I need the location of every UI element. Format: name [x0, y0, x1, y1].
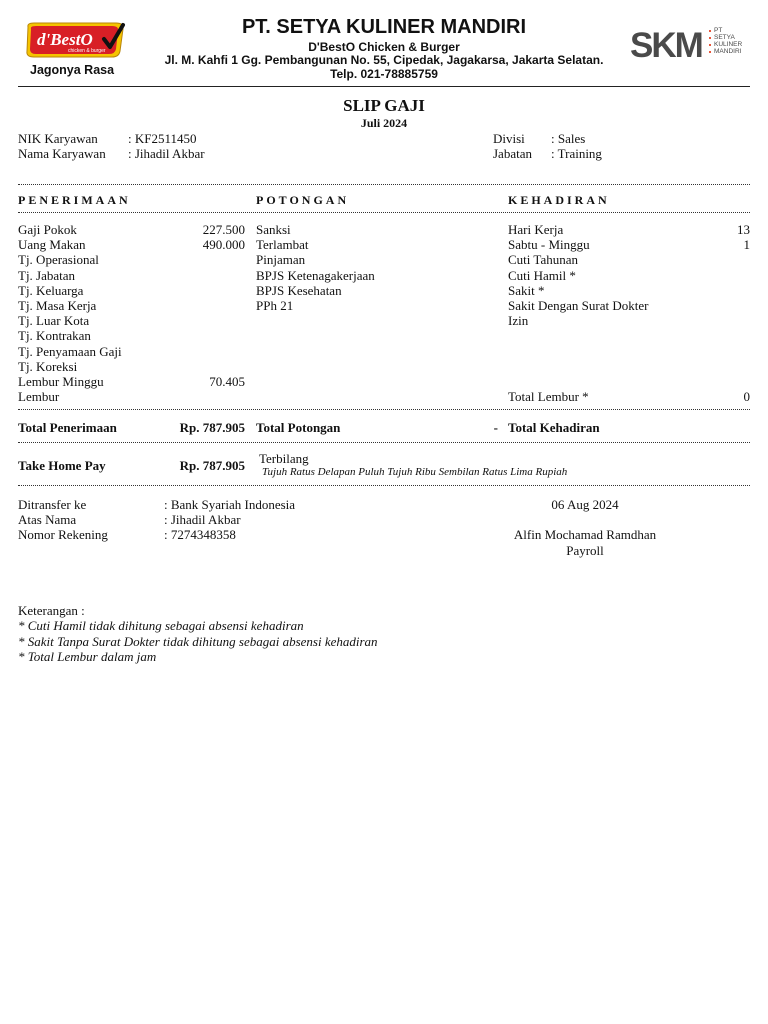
total-potongan-label: Total Potongan [256, 420, 341, 435]
skm-logo [630, 24, 752, 62]
logo-text: d'BestO [37, 30, 93, 49]
note-item: * Total Lembur dalam jam [18, 649, 157, 664]
slip-title: SLIP GAJI [343, 96, 425, 115]
account-name-label: Atas Nama [18, 512, 77, 527]
skm-line-4: MANDIRI [714, 48, 742, 55]
kehadiran-row [508, 237, 750, 252]
info-divider [18, 184, 750, 185]
signatory-name: Alfin Mochamad Ramdhan [513, 527, 657, 542]
terbilang-text: Tujuh Ratus Delapan Puluh Tujuh Ribu Sembilan Ratus Lima Rupiah [262, 466, 568, 478]
logo-sub-text: chicken & burger [68, 48, 106, 54]
penerimaan-row [18, 222, 245, 237]
penerimaan-row [18, 298, 245, 313]
company-name: PT. SETYA KULINER MANDIRI [241, 16, 527, 38]
account-number-label: Nomor Rekening [18, 527, 108, 542]
potongan-list [256, 222, 486, 313]
potongan-row: BPJS Kesehatan [256, 282, 342, 298]
total-penerimaan-label: Total Penerimaan [18, 420, 117, 435]
skm-mark-text: SKM [630, 26, 702, 62]
kehadiran-row [508, 283, 750, 298]
potongan-row: PPh 21 [256, 298, 294, 314]
penerimaan-label: Tj. Operasional [18, 252, 99, 268]
account-name-value: : Jihadil Akbar [164, 512, 241, 527]
kehadiran-label: Sakit * [508, 282, 545, 298]
penerimaan-label: Lembur Minggu [18, 374, 104, 390]
potongan-row: Terlambat [256, 237, 309, 253]
penerimaan-row [18, 389, 245, 404]
potongan-row: Pinjaman [256, 252, 306, 268]
penerimaan-label: Tj. Koreksi [18, 358, 78, 374]
note-item: * Sakit Tanpa Surat Dokter tidak dihitung sebagai absensi kehadiran [18, 634, 378, 649]
company-brand: D'BestO Chicken & Burger [308, 40, 460, 54]
account-number-value: : 7274348358 [164, 527, 236, 542]
penerimaan-heading: PENERIMAAN [18, 193, 131, 207]
thp-divider [18, 485, 750, 486]
kehadiran-row [508, 268, 750, 283]
header-divider [18, 86, 750, 87]
slip-period: Juli 2024 [360, 116, 408, 130]
penerimaan-row [18, 268, 245, 283]
penerimaan-label: Tj. Luar Kota [18, 313, 90, 329]
jabatan-label: Jabatan [493, 146, 532, 161]
penerimaan-label: Lembur [18, 389, 60, 405]
kehadiran-label: Cuti Tahunan [508, 252, 578, 268]
kehadiran-label: Sabtu - Minggu [508, 237, 590, 253]
total-kehadiran-label: Total Kehadiran [508, 420, 600, 435]
total-potongan-value: - [493, 420, 498, 435]
kehadiran-row [508, 252, 750, 267]
penerimaan-list [18, 222, 245, 404]
skm-line-3: KULINER [714, 41, 743, 48]
potongan-row: BPJS Ketenagakerjaan [256, 267, 375, 283]
section-heading-divider [18, 212, 750, 213]
kehadiran-label: Izin [508, 313, 529, 329]
employee-name-label: Nama Karyawan [18, 146, 106, 161]
kehadiran-label: Hari Kerja [508, 222, 564, 237]
kehadiran-value: 13 [737, 222, 750, 237]
jabatan-value: : Training [551, 146, 602, 161]
penerimaan-row [18, 283, 245, 298]
signatory-role: Payroll [566, 543, 604, 558]
total-lembur-label: Total Lembur * [508, 389, 589, 404]
logo-tagline: Jagonya Rasa [30, 63, 115, 77]
bank-label: Ditransfer ke [18, 497, 87, 512]
penerimaan-label: Tj. Kontrakan [18, 328, 91, 344]
penerimaan-row [18, 328, 245, 343]
penerimaan-label: Tj. Jabatan [18, 267, 76, 283]
penerimaan-label: Tj. Penyamaan Gaji [18, 343, 122, 359]
penerimaan-label: Uang Makan [18, 237, 86, 253]
divisi-label: Divisi [493, 131, 525, 146]
kehadiran-row [508, 313, 750, 328]
list-divider [18, 409, 750, 410]
total-lembur-row [508, 389, 750, 404]
employee-name-value: : Jihadil Akbar [128, 146, 205, 161]
penerimaan-row [18, 237, 245, 252]
nik-label: NIK Karyawan [18, 131, 98, 146]
penerimaan-value: 70.405 [209, 374, 245, 390]
penerimaan-label: Tj. Masa Kerja [18, 298, 97, 314]
totals-divider [18, 442, 750, 443]
kehadiran-row [508, 298, 750, 313]
note-item: * Cuti Hamil tidak dihitung sebagai absensi kehadiran [18, 618, 304, 633]
thp-label: Take Home Pay [18, 458, 106, 473]
bank-value: : Bank Syariah Indonesia [164, 497, 296, 512]
total-penerimaan-value: Rp. 787.905 [179, 420, 245, 435]
potongan-heading: POTONGAN [256, 193, 350, 207]
skm-line-1: PT [714, 27, 723, 34]
penerimaan-row [18, 359, 245, 374]
kehadiran-list [508, 222, 750, 328]
penerimaan-label: Tj. Keluarga [18, 282, 84, 298]
notes-title: Keterangan : [18, 603, 85, 618]
total-lembur-value: 0 [743, 389, 750, 404]
kehadiran-row [508, 222, 750, 237]
penerimaan-row [18, 313, 245, 328]
company-address: Jl. M. Kahfi 1 Gg. Pembangunan No. 55, Cipedak, Jagakarsa, Jakarta Selatan. [164, 53, 604, 67]
kehadiran-value: 1 [743, 237, 750, 253]
skm-line-2: SETYA [714, 34, 735, 41]
penerimaan-value: 227.500 [202, 222, 245, 237]
kehadiran-label: Sakit Dengan Surat Dokter [508, 298, 649, 314]
nik-value: : KF2511450 [128, 131, 197, 146]
terbilang-label: Terbilang [259, 451, 309, 466]
kehadiran-heading: KEHADIRAN [508, 193, 610, 207]
potongan-row: Sanksi [256, 222, 291, 237]
penerimaan-row [18, 344, 245, 359]
penerimaan-label: Gaji Pokok [18, 222, 77, 237]
signature-date: 06 Aug 2024 [551, 497, 619, 512]
thp-value: Rp. 787.905 [179, 458, 245, 473]
penerimaan-row [18, 374, 245, 389]
skm-logo-mark [630, 24, 752, 62]
divisi-value: : Sales [551, 131, 586, 146]
company-phone: Telp. 021-78885759 [330, 67, 438, 81]
penerimaan-value: 490.000 [202, 237, 245, 253]
penerimaan-row [18, 252, 245, 267]
kehadiran-label: Cuti Hamil * [508, 267, 576, 283]
